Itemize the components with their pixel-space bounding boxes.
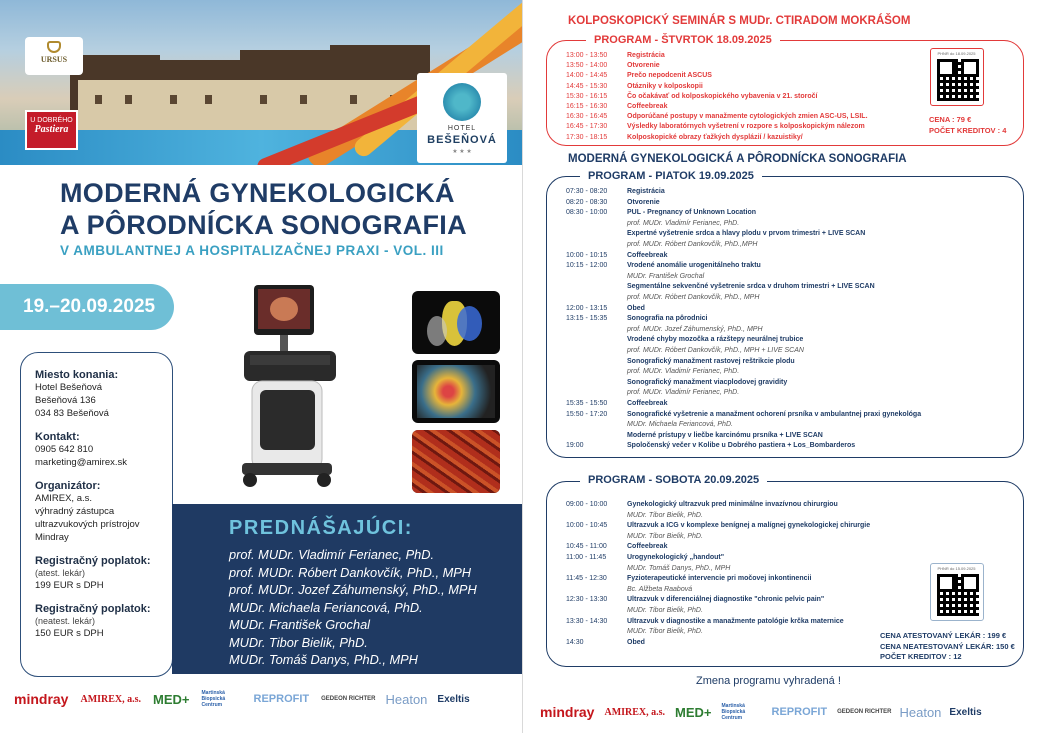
schedule-time: 11:45 - 12:30: [566, 575, 607, 583]
schedule-time: [566, 606, 627, 615]
fee-note: (neatest. lekár): [35, 616, 96, 626]
martinske-centrum-logo: Martinská Biopsická Centrum: [721, 703, 746, 721]
schedule-topic: Moderné prístupy v liečbe karcinómu prsníka + LIVE SCAN: [627, 431, 823, 439]
schedule-speaker: MUDr. Tomáš Danys, PhD., MPH: [627, 564, 731, 572]
schedule-row: [566, 198, 660, 207]
schedule-time: [566, 585, 627, 594]
schedule-row: [566, 431, 823, 440]
conference-subtitle: V AMBULANTNEJ A HOSPITALIZAČNEJ PRAXI - VOL. III: [60, 243, 444, 258]
schedule-topic: Sonografické vyšetrenie a manažment ochorení prsníka v ambulantnej praxi gynekológa: [627, 410, 922, 418]
qr-caption: PHNR do 18.09.2025: [937, 51, 976, 56]
schedule-time: 10:00 - 10:45: [566, 522, 608, 530]
credits-line: POČET KREDITOV : 12: [880, 652, 962, 661]
schedule-row: [566, 399, 667, 408]
schedule-row: [566, 378, 787, 387]
schedule-speaker: prof. MUDr. Vladimír Ferianec, PhD.: [627, 219, 740, 227]
schedule-row: [566, 542, 667, 551]
schedule-topic: Odporúčané postupy v manažmente cytologických zmien ASC-US, LSIL.: [627, 113, 868, 121]
schedule-row: [566, 282, 875, 291]
left-poster: [0, 0, 523, 733]
fee-heading: Registračný poplatok:: [35, 603, 151, 615]
schedule-row: [566, 187, 665, 196]
qr-icon: [937, 574, 979, 616]
schedule-row: [566, 325, 763, 334]
hotel-besenova-logo: [417, 73, 507, 163]
sponsor-logos: [14, 686, 514, 712]
schedule-time: [566, 357, 627, 366]
schedule-topic: Ultrazvuk a ICG v komplexe benígnej a malígnej gynekologickej chirurgie: [627, 522, 871, 530]
schedule-row: [566, 553, 724, 562]
schedule-topic: Coffeebreak: [627, 400, 668, 407]
schedule-time: 14:00 - 14:45: [566, 72, 608, 80]
schedule-row: [566, 606, 703, 615]
price-line: CENA NEATESTOVANÝ LEKÁR: 150 €: [880, 641, 1015, 651]
qr-code-thursday[interactable]: [930, 48, 984, 106]
schedule-row: [566, 638, 645, 647]
window: [170, 95, 177, 104]
schedule-speaker: MUDr. Michaela Feriancová, PhD.: [627, 421, 733, 429]
schedule-time: 14:30: [566, 638, 584, 646]
contact-heading: Kontakt:: [35, 431, 80, 443]
schedule-topic: Čo očakávať od kolposkopického vybavenia v 21. storočí: [627, 92, 818, 100]
schedule-row: [566, 71, 712, 80]
hotel-hero-image: [0, 0, 523, 165]
schedule-topic: Kolposkopické obrazy ťažkých dysplázií / kazuistiky/: [627, 133, 803, 141]
qr-icon: [937, 59, 979, 101]
mindray-logo: mindray: [14, 691, 69, 707]
crest-icon: [47, 41, 61, 53]
schedule-topic: Coffeebreak: [627, 103, 668, 110]
saturday-price: [880, 631, 1015, 663]
schedule-row: [566, 122, 865, 131]
schedule-time: [566, 627, 627, 636]
contact-email[interactable]: marketing@amirex.sk: [35, 457, 127, 468]
schedule-topic: Ultrazvuk v diferenciálnej diagnostike "chronic pelvic pain": [627, 596, 825, 604]
wave-emblem-icon: [443, 83, 481, 121]
schedule-topic: Sonografia na pôrodnici: [627, 315, 708, 323]
schedule-topic: Coffeebreak: [627, 251, 668, 259]
schedule-speaker: prof. MUDr. Róbert Dankovčík, PhD., MPH + LIVE SCAN: [627, 347, 804, 354]
schedule-speaker: MUDr. Tibor Bielik, PhD.: [627, 628, 703, 636]
thursday-heading: PROGRAM - ŠTVRTOK 18.09.2025: [586, 34, 780, 46]
saturday-heading: PROGRAM - SOBOTA 20.09.2025: [580, 474, 767, 486]
schedule-time: 16:45 - 17:30: [566, 123, 608, 131]
fee-amount: 150 EUR s DPH: [35, 628, 104, 639]
qr-code-saturday[interactable]: [930, 563, 984, 621]
schedule-time: 15:50 - 17:20: [566, 410, 608, 418]
schedule-topic: Obed: [627, 304, 645, 312]
mindray-logo: mindray: [540, 704, 595, 720]
schedule-speaker: MUDr. Tibor Bielik, PhD.: [627, 607, 703, 614]
schedule-row: [566, 410, 921, 419]
schedule-row: [566, 261, 761, 270]
schedule-topic: Sonografický manažment viacplodovej gravidity: [627, 378, 788, 386]
organizer-heading: Organizátor:: [35, 480, 101, 492]
schedule-row: [566, 357, 795, 366]
schedule-time: 16:30 - 16:45: [566, 113, 608, 121]
schedule-row: [566, 617, 844, 626]
martinske-centrum-logo: Martinská Biopsická Centrum: [201, 690, 226, 708]
ursus-logo: [25, 37, 83, 75]
schedule-time: [566, 293, 627, 302]
schedule-speaker: MUDr. František Grochal: [627, 272, 705, 280]
schedule-speaker: prof. MUDr. Vladimír Ferianec, PhD.: [627, 389, 740, 397]
schedule-time: [566, 367, 627, 376]
ultrasound-scan-image: [412, 430, 500, 493]
schedule-row: [566, 346, 804, 355]
schedule-row: [566, 574, 811, 583]
schedule-row: [566, 219, 739, 228]
exeltis-logo: Exeltis: [437, 693, 470, 705]
schedule-time: [566, 388, 627, 397]
dobreho-pastiera-logo: [25, 110, 78, 150]
schedule-time: [566, 282, 627, 291]
schedule-time: [566, 335, 627, 344]
organizer-line: výhradný zástupca: [35, 506, 115, 517]
window: [300, 95, 307, 104]
hotel-word: HOTEL: [447, 125, 477, 132]
speakers-panel: [172, 504, 523, 674]
dobreho-line1: U DOBRÉHO: [30, 117, 73, 124]
schedule-row: [566, 112, 868, 121]
schedule-topic: Otvorenie: [627, 62, 660, 70]
window: [95, 95, 102, 104]
fee-heading: Registračný poplatok:: [35, 555, 151, 567]
schedule-time: [566, 240, 627, 249]
qr-caption: PHNR do 15.09.2025: [937, 566, 976, 571]
schedule-topic: Obed: [627, 638, 645, 646]
seminar-title: KOLPOSKOPICKÝ SEMINÁR S MUDr. CTIRADOM MOKRÁŠOM: [568, 15, 911, 27]
heaton-logo: Heaton: [385, 691, 428, 707]
hotel-name: BEŠEŇOVÁ: [427, 134, 497, 146]
schedule-row: [566, 92, 817, 101]
schedule-row: [566, 521, 870, 530]
reprofit-logo: REPROFIT: [771, 706, 828, 718]
schedule-time: 16:15 - 16:30: [566, 103, 608, 110]
schedule-topic: Fyzioterapeutické intervencie pri močovej inkontinencii: [627, 575, 812, 583]
hotel-stars: ★ ★ ★: [452, 149, 472, 155]
schedule-topic: Segmentálne sekvenčné vyšetrenie srdca v druhom trimestri + LIVE SCAN: [627, 283, 875, 291]
friday-heading: PROGRAM - PIATOK 19.09.2025: [580, 170, 762, 182]
dobreho-line2: Pastiera: [34, 124, 69, 135]
window: [125, 95, 132, 104]
schedule-topic: Otázniky v kolposkopii: [627, 82, 703, 90]
organizer-line: ultrazvukových prístrojov: [35, 519, 140, 530]
schedule-row: [566, 511, 703, 520]
schedule-row: [566, 441, 855, 450]
speaker-name: prof. MUDr. Jozef Záhumenský, PhD., MPH: [229, 582, 477, 597]
schedule-time: 10:00 - 10:15: [566, 251, 608, 259]
amirex-logo: AMIREX, a.s.: [80, 693, 142, 705]
schedule-time: [566, 564, 627, 573]
schedule-time: 19:00: [566, 442, 584, 450]
ultrasound-scan-image: [412, 291, 500, 354]
title-line-2: A PÔRODNÍCKA SONOGRAFIA: [60, 210, 467, 240]
exeltis-logo: Exeltis: [949, 706, 982, 718]
gedeon-richter-logo: GEDEON RICHTER: [321, 696, 376, 702]
speaker-name: MUDr. Tibor Bielik, PhD.: [229, 634, 368, 650]
schedule-time: [566, 511, 627, 520]
schedule-row: [566, 240, 757, 249]
fee-amount: 199 EUR s DPH: [35, 580, 104, 591]
schedule-time: 07:30 - 08:20: [566, 188, 608, 195]
venue-line: Bešeňová 136: [35, 395, 96, 406]
speaker-name: MUDr. Michaela Feriancová, PhD.: [229, 599, 423, 615]
schedule-speaker: prof. MUDr. Róbert Dankovčík, PhD., MPH: [627, 294, 760, 301]
organizer-line: AMIREX, a.s.: [35, 493, 93, 504]
schedule-time: [566, 532, 627, 541]
speaker-name: MUDr. František Grochal: [229, 617, 371, 632]
schedule-time: 10:15 - 12:00: [566, 262, 608, 270]
schedule-row: [566, 585, 692, 594]
schedule-row: [566, 627, 703, 636]
schedule-row: [566, 208, 756, 217]
schedule-time: [566, 346, 627, 355]
organizer-line: Mindray: [35, 532, 69, 543]
medplus-logo: MED+: [153, 691, 190, 707]
schedule-speaker: MUDr. Tibor Bielik, PhD.: [627, 532, 703, 540]
schedule-topic: Otvorenie: [627, 198, 660, 206]
schedule-row: [566, 367, 739, 376]
schedule-time: [566, 229, 627, 238]
schedule-row: [566, 304, 645, 313]
schedule-topic: Vrodené anomálie urogenitálneho traktu: [627, 262, 761, 270]
program-change-note: Zmena programu vyhradená !: [696, 675, 841, 687]
schedule-speaker: prof. MUDr. Vladimír Ferianec, PhD.: [627, 368, 740, 376]
schedule-time: 15:35 - 15:50: [566, 400, 608, 407]
schedule-speaker: Bc. Alžbeta Raabová: [627, 585, 693, 593]
schedule-topic: Registrácia: [627, 52, 665, 59]
schedule-time: 11:00 - 11:45: [566, 554, 607, 561]
ultrasound-scan-image: [412, 360, 500, 423]
schedule-row: [566, 595, 824, 604]
schedule-time: [566, 431, 627, 440]
schedule-topic: Coffeebreak: [627, 543, 668, 551]
date-badge: 19.–20.09.2025: [0, 284, 174, 330]
speakers-heading: PREDNÁŠAJÚCI:: [229, 517, 413, 539]
venue-line: 034 83 Bešeňová: [35, 408, 109, 419]
thursday-price: [929, 115, 1006, 136]
schedule-row: [566, 532, 703, 541]
window: [205, 95, 212, 104]
schedule-time: 10:45 - 11:00: [566, 543, 607, 551]
schedule-speaker: MUDr. Tibor Bielik, PhD.: [627, 511, 703, 519]
schedule-topic: Registrácia: [627, 188, 665, 195]
title-line-1: MODERNÁ GYNEKOLOGICKÁ: [60, 178, 455, 208]
schedule-row: [566, 564, 730, 573]
window: [260, 95, 267, 104]
schedule-topic: Expertné vyšetrenie srdca a hlavy plodu v prvom trimestri + LIVE SCAN: [627, 230, 866, 238]
schedule-row: [566, 314, 708, 323]
schedule-topic: Výsledky laboratórnych vyšetrení v rozpore s kolposkopickým nálezom: [627, 123, 865, 131]
heaton-logo: Heaton: [899, 704, 942, 720]
reprofit-logo: REPROFIT: [253, 693, 310, 705]
info-panel: [20, 352, 173, 677]
schedule-speaker: prof. MUDr. Jozef Záhumenský, PhD., MPH: [627, 325, 763, 333]
schedule-row: [566, 61, 660, 70]
price-line: CENA ATESTOVANÝ LEKÁR : 199 €: [880, 631, 1007, 640]
amirex-logo: AMIREX, a.s.: [604, 706, 666, 718]
schedule-time: 13:15 - 15:35: [566, 315, 608, 323]
schedule-row: [566, 133, 803, 142]
schedule-time: [566, 272, 627, 281]
price-line: CENA : 79 €: [929, 115, 972, 124]
sponsor-logos: [540, 699, 1040, 725]
speaker-name: prof. MUDr. Vladimír Ferianec, PhD.: [229, 547, 435, 562]
schedule-row: [566, 51, 665, 60]
schedule-topic: Spoločenský večer v Kolibe u Dobrého pastiera + Los_Bombarderos: [627, 442, 856, 450]
schedule-time: 08:30 - 10:00: [566, 209, 608, 217]
schedule-topic: PUL - Pregnancy of Unknown Location: [627, 209, 756, 217]
schedule-row: [566, 388, 739, 397]
schedule-time: [566, 325, 627, 334]
schedule-topic: Prečo nepodcenit ASCUS: [627, 72, 712, 80]
schedule-time: 08:20 - 08:30: [566, 198, 608, 206]
schedule-row: [566, 500, 838, 509]
speaker-name: MUDr. Tomáš Danys, PhD., MPH: [229, 652, 418, 667]
right-poster: [524, 0, 1047, 733]
venue-line: Hotel Bešeňová: [35, 382, 103, 393]
schedule-time: 12:00 - 13:15: [566, 304, 608, 312]
schedule-row: [566, 251, 667, 260]
schedule-topic: Urogynekologický „handout": [627, 554, 725, 561]
schedule-row: [566, 102, 667, 111]
schedule-time: 13:30 - 14:30: [566, 617, 608, 625]
schedule-time: 14:45 - 15:30: [566, 82, 608, 90]
conference-title: [60, 177, 480, 258]
schedule-time: 09:00 - 10:00: [566, 501, 608, 508]
conference-program-title: MODERNÁ GYNEKOLOGICKÁ A PÔRODNÍCKA SONOGRAFIA: [568, 153, 907, 165]
schedule-time: 17:30 - 18:15: [566, 133, 608, 141]
schedule-row: [566, 82, 703, 91]
schedule-topic: Vrodené chyby mozočka a rázštepy neurálnej trubice: [627, 336, 804, 344]
gedeon-richter-logo: GEDEON RICHTER: [837, 709, 892, 715]
schedule-row: [566, 335, 803, 344]
credits-line: POČET KREDITOV : 4: [929, 125, 1007, 135]
schedule-topic: Ultrazvuk v diagnostike a manažmente patológie krčka maternice: [627, 617, 844, 625]
schedule-time: 13:00 - 13:50: [566, 52, 608, 59]
schedule-row: [566, 272, 704, 281]
schedule-row: [566, 420, 733, 429]
contact-phone[interactable]: 0905 642 810: [35, 444, 94, 455]
schedule-time: [566, 219, 627, 228]
schedule-row: [566, 229, 865, 238]
ultrasound-machine-image: [232, 285, 348, 490]
schedule-row: [566, 293, 759, 302]
schedule-time: 13:50 - 14:00: [566, 62, 608, 70]
medplus-logo: MED+: [675, 704, 712, 720]
speaker-name: prof. MUDr. Róbert Dankovčík, PhD., MPH: [229, 564, 472, 580]
schedule-topic: Gynekologický ultrazvuk pred minimálne invazívnou chirurgiou: [627, 501, 838, 508]
schedule-topic: Sonografický manažment rastovej reštrikcie plodu: [627, 357, 795, 365]
schedule-time: 12:30 - 13:30: [566, 596, 608, 604]
schedule-time: [566, 378, 627, 387]
ursus-name: URSUS: [40, 55, 68, 64]
fee-note: (atest. lekár): [35, 568, 86, 578]
schedule-time: [566, 420, 627, 429]
schedule-time: 15:30 - 16:15: [566, 92, 608, 100]
schedule-speaker: prof. MUDr. Róbert Dankovčík, PhD.,MPH: [627, 241, 758, 248]
venue-heading: Miesto konania:: [35, 369, 119, 381]
window: [350, 95, 357, 104]
